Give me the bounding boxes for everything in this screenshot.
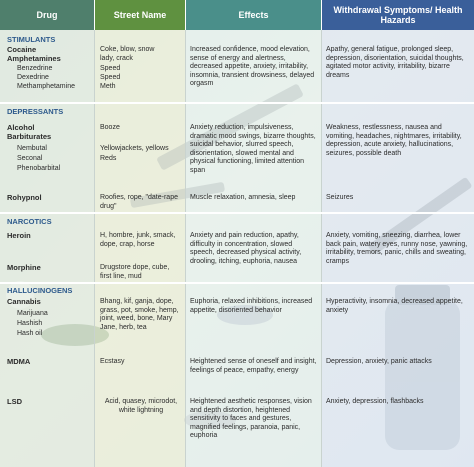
column-divider bbox=[94, 30, 95, 467]
drug-lsd: LSD bbox=[7, 397, 22, 406]
column-divider bbox=[321, 30, 322, 467]
drug-amphetamines: Amphetamines bbox=[7, 54, 61, 63]
street-rohypnol: Roofies, rope, "date-rape drug" bbox=[100, 194, 178, 210]
header-drug: Drug bbox=[0, 0, 95, 30]
drug-heroin: Heroin bbox=[7, 231, 31, 240]
street-dexedrine: Speed bbox=[100, 74, 121, 81]
street-lsd: Acid, quasey, microdot, white lightning bbox=[104, 398, 178, 414]
effects-cannabis: Euphoria, relaxed inhibitions, increased appetite, disoriented behavior bbox=[190, 298, 313, 314]
street-alcohol: Booze bbox=[100, 124, 120, 131]
withdrawal-cannabis: Hyperactivity, insomnia, decreased appetite, anxiety bbox=[326, 298, 463, 314]
effects-stimulants: Increased confidence, mood elevation, sense of energy and alertness, decreased appetite, anxiety, irritability, insomnia, transient drowsiness, delayed orgasm bbox=[190, 46, 315, 88]
header-effects: Effects bbox=[186, 0, 322, 30]
drug-hash-oil: Hash oil bbox=[17, 330, 43, 337]
drug-dexedrine: Dexedrine bbox=[17, 74, 49, 81]
category-stimulants: STIMULANTS bbox=[7, 35, 56, 44]
withdrawal-rohypnol: Seizures bbox=[326, 194, 354, 201]
effects-rohypnol: Muscle relaxation, amnesia, sleep bbox=[190, 194, 296, 201]
street-seconal: Reds bbox=[100, 155, 117, 162]
section-divider bbox=[0, 102, 474, 104]
street-cocaine: Coke, blow, snow bbox=[100, 46, 155, 53]
withdrawal-narcotics: Anxiety, vomiting, sneezing, diarrhea, lower back pain, watery eyes, runny nose, yawning, irritability, tremors, panic, chills and sweating, cramps bbox=[326, 232, 468, 265]
drug-marijuana: Marijuana bbox=[17, 310, 48, 317]
header-street-name: Street Name bbox=[95, 0, 186, 30]
street-cannabis: Bhang, kif, ganja, dope, grass, pot, smoke, hemp, joint, weed, bone, Mary Jane, herb, tea bbox=[100, 298, 179, 331]
withdrawal-stimulants: Apathy, general fatigue, prolonged sleep, depression, disorientation, suicidal thoughts, agitated motor activity, irritability, bizarre dreams bbox=[326, 46, 464, 79]
street-methamphetamine: Meth bbox=[100, 83, 116, 90]
street-benzedrine: Speed bbox=[100, 65, 121, 72]
drug-phenobarbital: Phenobarbital bbox=[17, 165, 61, 172]
column-divider bbox=[185, 30, 186, 467]
category-depressants: DEPRESSANTS bbox=[7, 107, 64, 116]
category-narcotics: NARCOTICS bbox=[7, 217, 52, 226]
withdrawal-mdma: Depression, anxiety, panic attacks bbox=[326, 358, 432, 365]
street-cocaine-2: lady, crack bbox=[100, 55, 133, 62]
section-divider bbox=[0, 212, 474, 214]
drug-nembutal: Nembutal bbox=[17, 145, 47, 152]
drug-mdma: MDMA bbox=[7, 357, 31, 366]
street-heroin: H, hombre, junk, smack, dope, crap, horse bbox=[100, 232, 176, 248]
drug-benzedrine: Benzedrine bbox=[17, 65, 53, 72]
effects-mdma: Heightened sense of oneself and insight, feelings of peace, empathy, energy bbox=[190, 358, 317, 374]
drug-cocaine: Cocaine bbox=[7, 45, 37, 54]
drug-methamphetamine: Methamphetamine bbox=[17, 83, 75, 90]
section-divider bbox=[0, 282, 474, 284]
category-hallucinogens: HALLUCINOGENS bbox=[7, 286, 73, 295]
drug-seconal: Seconal bbox=[17, 155, 43, 162]
withdrawal-lsd: Anxiety, depression, flashbacks bbox=[326, 398, 424, 405]
drug-cannabis: Cannabis bbox=[7, 297, 41, 306]
drug-rohypnol: Rohypnol bbox=[7, 193, 42, 202]
drug-barbiturates: Barbiturates bbox=[7, 132, 52, 141]
street-mdma: Ecstasy bbox=[100, 358, 125, 365]
drug-alcohol: Alcohol bbox=[7, 123, 35, 132]
header-withdrawal: Withdrawal Symptoms/ Health Hazards bbox=[322, 0, 474, 30]
effects-lsd: Heightened aesthetic responses, vision and depth distortion, heightened sensitivity to faces and gestures, magnified feelings, paranoia, panic, euphoria bbox=[190, 398, 312, 440]
withdrawal-depressants: Weakness, restlessness, nausea and vomiting, headaches, nightmares, irritability, depression, acute anxiety, hallucinations, seizures, possible death bbox=[326, 124, 462, 157]
street-nembutal: Yellowjackets, yellows bbox=[100, 145, 169, 152]
effects-depressants: Anxiety reduction, impulsiveness, dramatic mood swings, bizarre thoughts, suicidal behavior, slurred speech, disorientation, slowed mental and physical functioning, limited attention span bbox=[190, 124, 316, 174]
drug-hashish: Hashish bbox=[17, 320, 43, 327]
drug-morphine: Morphine bbox=[7, 263, 41, 272]
effects-narcotics: Anxiety and pain reduction, apathy, difficulty in concentration, slowed speech, decreased physical activity, drooling, itching, euphoria, nausea bbox=[190, 232, 302, 265]
street-morphine: Drugstore dope, cube, first line, mud bbox=[100, 264, 170, 280]
